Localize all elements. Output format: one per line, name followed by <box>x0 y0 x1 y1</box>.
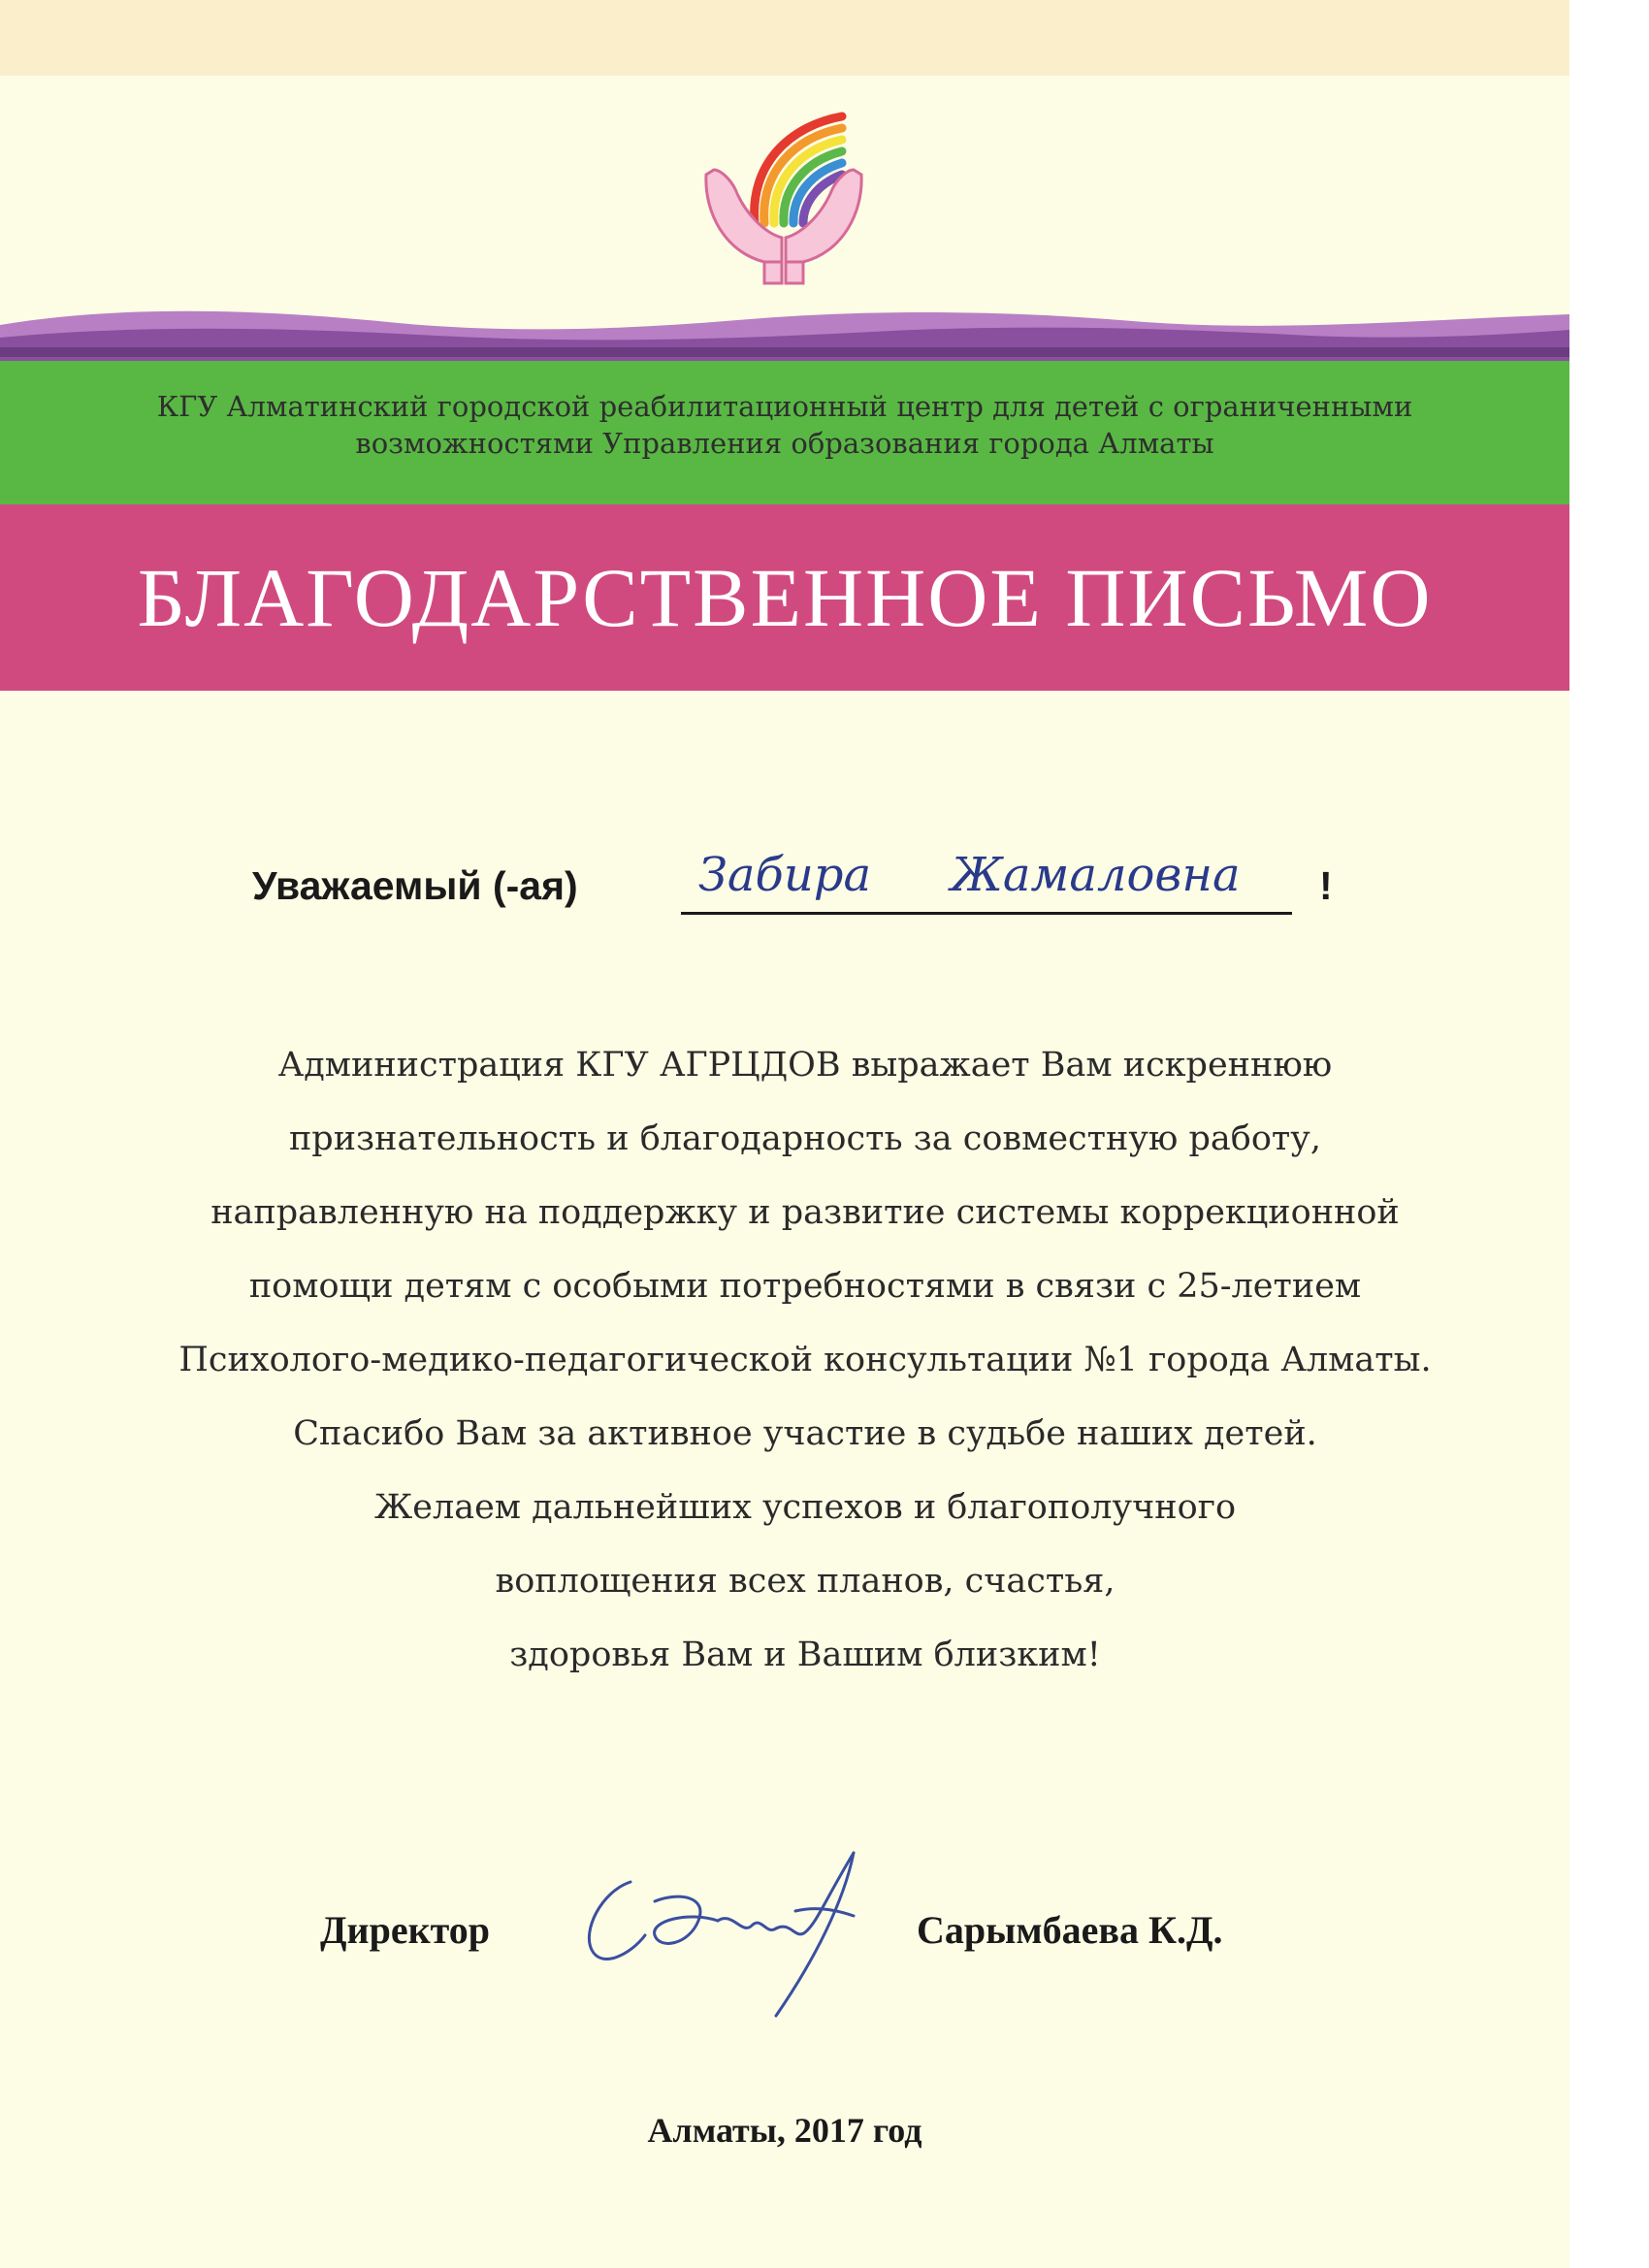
recipient-first-name: Забира <box>698 848 872 902</box>
recipient-patronymic: Жамаловна <box>951 848 1241 902</box>
place-and-date: Алматы, 2017 год <box>647 2111 922 2150</box>
body-line-5: Психолого-медико-педагогической консультации №1 города Алматы. <box>178 1341 1432 1379</box>
body-line-1: Администрация КГУ АГРЦДОВ выражает Вам искреннюю <box>277 1046 1333 1085</box>
organization-name <box>39 388 1531 462</box>
greeting-exclamation: ! <box>1319 863 1333 908</box>
organization-name-line-2: возможностями Управления образования города Алматы <box>355 427 1214 460</box>
body-line-7: Желаем дальнейших успехов и благополучного <box>373 1488 1237 1527</box>
organization-name-line-1: КГУ Алматинский городской реабилитационный центр для детей с ограниченными <box>156 390 1413 423</box>
body-line-6: Спасибо Вам за активное участие в судьбе наших детей. <box>293 1414 1317 1453</box>
letter-body <box>136 1028 1474 1692</box>
signatory-role: Директор <box>320 1908 490 1952</box>
signatory-name: Сарымбаева К.Д. <box>917 1908 1223 1952</box>
greeting-label: Уважаемый (-ая) <box>252 863 578 908</box>
organization-band <box>0 361 1569 506</box>
recipient-underline <box>681 912 1292 915</box>
document-title: БЛАГОДАРСТВЕННОЕ ПИСЬМО <box>137 551 1433 644</box>
handwritten-signature <box>563 1843 892 2018</box>
signature-row <box>320 1882 1290 2008</box>
body-line-9: здоровья Вам и Вашим близким! <box>509 1636 1101 1674</box>
purple-hills <box>0 301 1569 369</box>
body-line-4: помощи детям с особыми потребностями в связи с 25-летием <box>248 1267 1362 1306</box>
body-line-3: направленную на поддержку и развитие системы коррекционной <box>210 1193 1400 1232</box>
greeting <box>252 834 1377 922</box>
body-line-8: воплощения всех планов, счастья, <box>495 1562 1116 1601</box>
title-band <box>0 504 1569 691</box>
rainbow-hands-logo <box>696 97 871 291</box>
top-band <box>0 0 1569 76</box>
body-line-2: признательность и благодарность за совместную работу, <box>288 1119 1322 1158</box>
